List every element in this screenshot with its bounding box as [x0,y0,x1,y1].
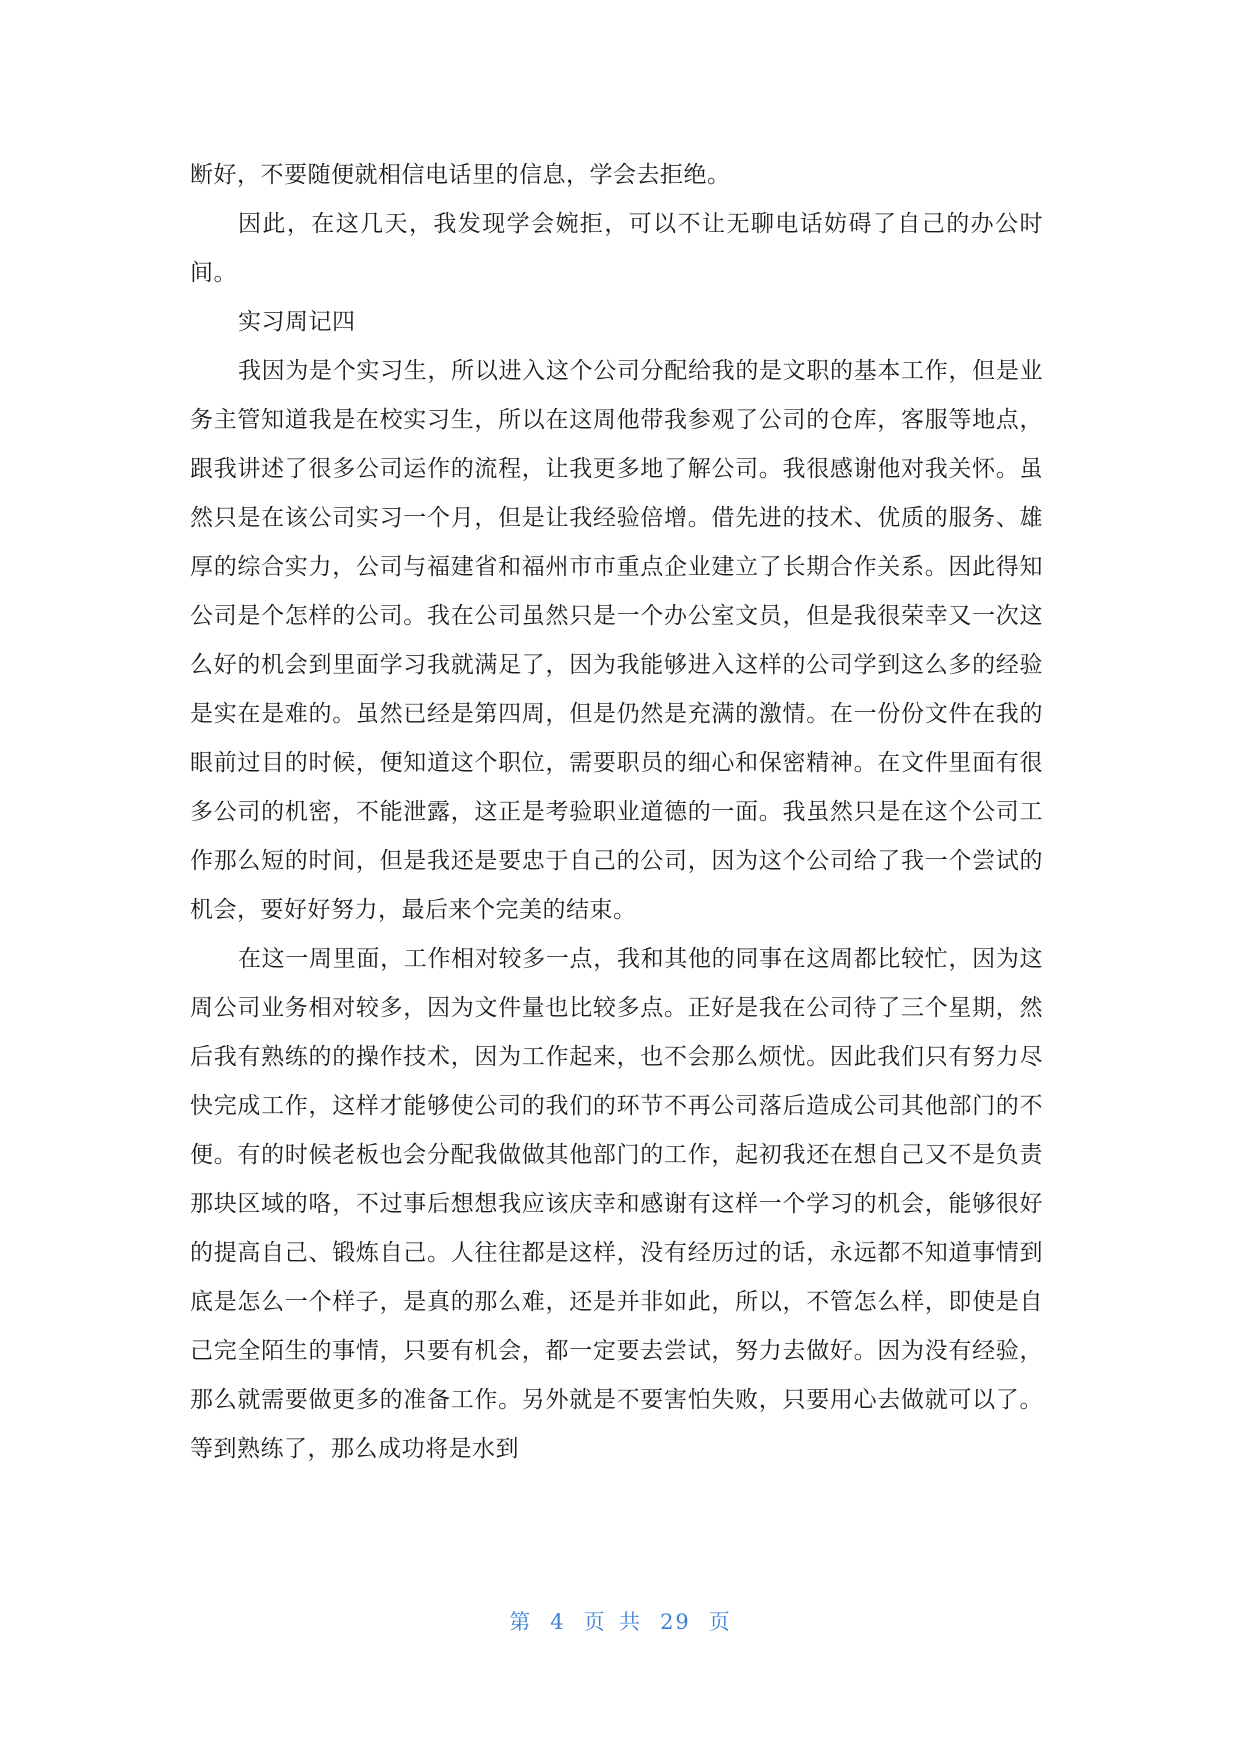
paragraph-intern-role: 我因为是个实习生，所以进入这个公司分配给我的是文职的基本工作，但是业务主管知道我是在校实习生，所以在这周他带我参观了公司的仓库，客服等地点，跟我讲述了很多公司运作的流程，让我更多地了解公司。我很感谢他对我关怀。虽然只是在该公司实习一个月，但是让我经验倍增。借先进的技术、优质的服务、雄厚的综合实力，公司与福建省和福州市市重点企业建立了长期合作关系。因此得知公司是个怎样的公司。我在公司虽然只是一个办公室文员，但是我很荣幸又一次这么好的机会到里面学习我就满足了，因为我能够进入这样的公司学到这么多的经验是实在是难的。虽然已经是第四周，但是仍然是充满的激情。在一份份文件在我的眼前过目的时候，便知道这个职位，需要职员的细心和保密精神。在文件里面有很多公司的机密，不能泄露，这正是考验职业道德的一面。我虽然只是在这个公司工作那么短的时间，但是我还是要忠于自己的公司，因为这个公司给了我一个尝试的机会，要好好努力，最后来个完美的结束。 [190,358,1043,923]
footer-label-ye: 页 [708,1610,732,1634]
paragraph-busy-week: 在这一周里面，工作相对较多一点，我和其他的同事在这周都比较忙，因为这周公司业务相对较多，因为文件量也比较多点。正好是我在公司待了三个星期，然后我有熟练的的操作技术，因为工作起来，也不会那么烦忧。因此我们只有努力尽快完成工作，这样才能够使公司的我们的环节不再公司落后造成公司其他部门的不便。有的时候老板也会分配我做做其他部门的工作，起初我还在想自己又不是负责那块区域的咯，不过事后想想我应该庆幸和感谢有这样一个学习的机会，能够很好的提高自己、锻炼自己。人往往都是这样，没有经历过的话，永远都不知道事情到底是怎么一个样子，是真的那么难，还是并非如此，所以，不管怎么样，即使是自己完全陌生的事情，只要有机会，都一定要去尝试，努力去做好。因为没有经验，那么就需要做更多的准备工作。另外就是不要害怕失败，只要用心去做就可以了。等到熟练了，那么成功将是水到 [190,946,1043,1462]
footer-total-pages: 29 [660,1610,691,1634]
footer-label-ye-gong: 页 共 [583,1610,643,1634]
paragraph-reject-calls: 因此，在这几天，我发现学会婉拒，可以不让无聊电话妨碍了自己的办公时间。 [190,211,1043,286]
paragraph-continuation: 断好，不要随便就相信电话里的信息，学会去拒绝。 [190,162,731,188]
document-body [190,151,1043,1474]
footer-label-di: 第 [509,1610,533,1634]
footer-current-page: 4 [550,1610,566,1634]
page-footer [0,1606,1241,1636]
section-heading-week-four: 实习周记四 [238,309,356,335]
